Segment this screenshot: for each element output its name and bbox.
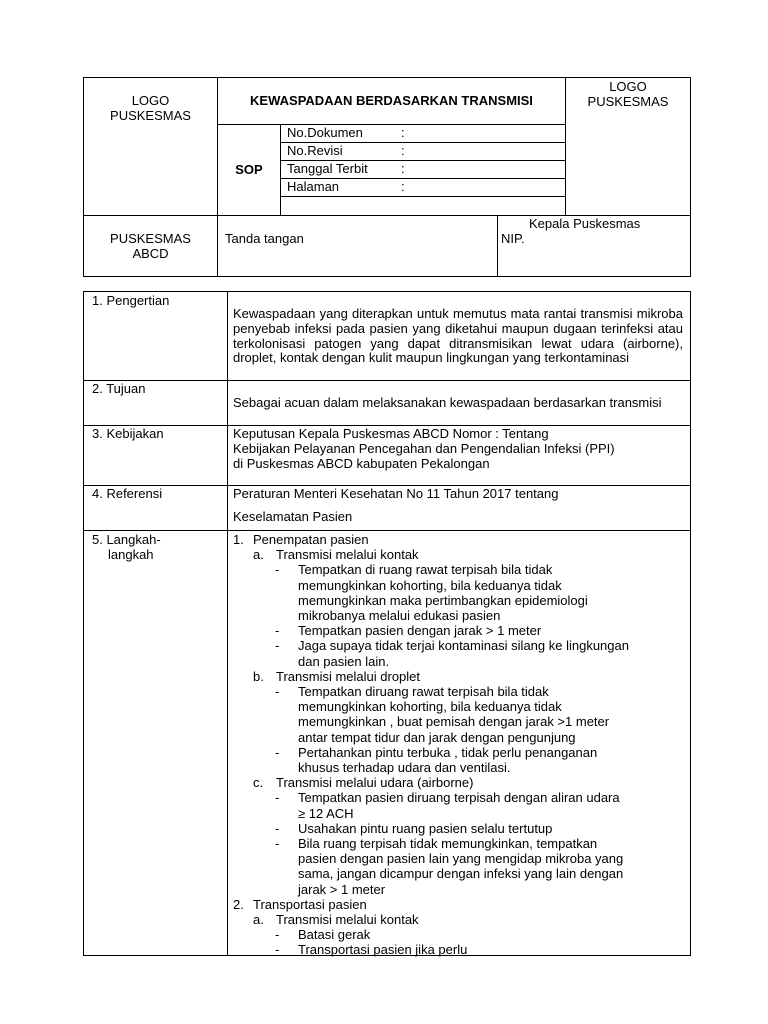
list-item: Tempatkan pasien diruang terpisah dengan aliran udara <box>298 790 620 806</box>
kebijakan-line: di Puskesmas ABCD kabupaten Pekalongan <box>233 456 490 472</box>
list-item: khusus terhadap udara dan ventilasi. <box>298 760 511 775</box>
list-marker: - <box>275 836 280 851</box>
puskesmas-name-line-1: PUSKESMAS <box>110 231 191 246</box>
doc-field-no-dokumen: No.Dokumen <box>287 125 363 140</box>
doc-field-sep: : <box>401 125 405 140</box>
doc-field-tanggal-terbit: Tanggal Terbit <box>287 161 368 176</box>
list-marker: - <box>275 820 280 836</box>
list-item: memungkinkan kohorting, bila keduanya tidak <box>298 577 562 593</box>
list-marker: - <box>275 790 280 806</box>
section-text-tujuan: Sebagai acuan dalam melaksanakan kewaspadaan berdasarkan transmisi <box>233 395 662 410</box>
puskesmas-name <box>84 231 217 261</box>
kebijakan-line: Kebijakan Pelayanan Pencegahan dan Pengendalian Infeksi (PPI) <box>233 441 615 457</box>
list-marker: - <box>275 623 280 639</box>
list-item: jarak > 1 meter <box>298 881 386 897</box>
list-item: Transmisi melalui droplet <box>276 668 421 684</box>
list-item: Tempatkan di ruang rawat terpisah bila tidak <box>298 562 553 578</box>
list-marker: a. <box>253 912 264 927</box>
list-item: Tempatkan pasien dengan jarak > 1 meter <box>298 623 542 639</box>
langkah-label-line-2: langkah <box>108 547 154 562</box>
sop-label: SOP <box>235 162 263 177</box>
langkah-label-line-1: 5. Langkah- <box>92 532 161 547</box>
logo-right <box>566 79 690 109</box>
list-item: Penempatan pasien <box>253 532 369 547</box>
list-item: mikrobanya melalui edukasi pasien <box>298 608 501 623</box>
list-item: Transmisi melalui udara (airborne) <box>276 775 474 791</box>
referensi-line-1: Peraturan Menteri Kesehatan No 11 Tahun 2017 tentang <box>233 486 559 501</box>
nip-label: NIP. <box>501 231 525 246</box>
head-title: Kepala Puskesmas <box>529 216 641 231</box>
list-item: Transportasi pasien <box>253 896 367 912</box>
document-title: KEWASPADAAN BERDASARKAN TRANSMISI <box>250 93 533 108</box>
list-marker: c. <box>253 775 264 791</box>
list-item: pasien dengan pasien lain yang mengidap mikroba yang <box>298 851 624 867</box>
list-item: memungkinkan kohorting, bila keduanya tidak <box>298 699 562 715</box>
list-marker: 2. <box>233 896 244 912</box>
list-marker: - <box>275 927 280 943</box>
puskesmas-name-line-2: ABCD <box>132 246 169 261</box>
list-item: Jaga supaya tidak terjai kontaminasi silang ke lingkungan <box>298 638 629 654</box>
doc-field-sep: : <box>401 143 405 158</box>
list-item: memungkinkan maka pertimbangkan epidemiologi <box>298 592 588 608</box>
section-label-pengertian: 1. Pengertian <box>92 293 170 308</box>
logo-left-line-1: LOGO <box>131 93 170 108</box>
section-label-referensi: 4. Referensi <box>92 486 163 501</box>
doc-field-sep: : <box>401 179 405 194</box>
list-marker: - <box>275 942 280 958</box>
list-marker: - <box>275 684 280 699</box>
doc-field-sep: : <box>401 161 405 176</box>
referensi-line-2: Keselamatan Pasien <box>233 509 353 524</box>
logo-left <box>84 93 217 123</box>
list-item: Tempatkan diruang rawat terpisah bila tidak <box>298 684 549 699</box>
list-item: Pertahankan pintu terbuka , tidak perlu penanganan <box>298 744 598 760</box>
list-item: ≥ 12 ACH <box>298 805 354 821</box>
logo-right-line-2: PUSKESMAS <box>587 94 669 109</box>
section-text-pengertian: Kewaspadaan yang diterapkan untuk memutus mata rantai transmisi mikroba penyebab infeksi pada pasien yang diketahui maupun dugaan terinfeksi atau terkolonisasi patogen yang dapat ditransmisikan lewat udara (airborne), droplet, kontak dengan kulit maupun lingkungan yang terkontaminasi <box>233 306 683 366</box>
list-item: dan pasien lain. <box>298 653 390 669</box>
list-marker: - <box>275 562 280 578</box>
doc-field-no-revisi: No.Revisi <box>287 143 343 158</box>
list-item: Transportasi pasien jika perlu <box>298 942 468 958</box>
list-marker: b. <box>253 668 264 684</box>
list-marker: - <box>275 638 280 654</box>
list-marker: a. <box>253 547 264 563</box>
list-item: antar tempat tidur dan jarak dengan pengunjung <box>298 729 576 745</box>
signature-label: Tanda tangan <box>225 231 304 246</box>
section-label-kebijakan: 3. Kebijakan <box>92 426 164 441</box>
list-item: memungkinkan , buat pemisah dengan jarak >1 meter <box>298 714 610 730</box>
list-item: Batasi gerak <box>298 927 371 943</box>
section-text-kebijakan <box>233 426 615 472</box>
list-item: Bila ruang terpisah tidak memungkinkan, tempatkan <box>298 836 598 851</box>
section-label-langkah <box>92 532 161 562</box>
kebijakan-line: Keputusan Kepala Puskesmas ABCD Nomor : Tentang <box>233 426 549 441</box>
list-item: Transmisi melalui kontak <box>276 912 419 927</box>
section-label-tujuan: 2. Tujuan <box>92 381 146 396</box>
list-item: Usahakan pintu ruang pasien selalu tertutup <box>298 820 553 836</box>
logo-left-line-2: PUSKESMAS <box>110 108 191 123</box>
list-marker: 1. <box>233 532 244 547</box>
doc-field-halaman: Halaman <box>287 179 340 194</box>
logo-right-line-1: LOGO <box>609 79 647 94</box>
list-item: sama, jangan dicampur dengan infeksi yang lain dengan <box>298 866 624 882</box>
list-marker: - <box>275 744 280 760</box>
list-item: Transmisi melalui kontak <box>276 547 419 563</box>
